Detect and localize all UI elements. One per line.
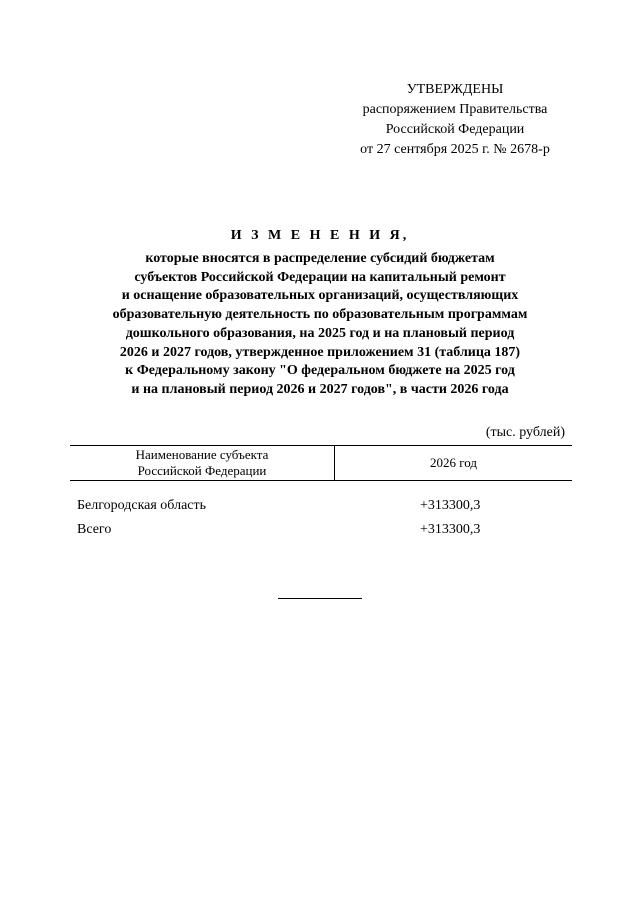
approval-issuer: распоряжением Правительства	[362, 102, 548, 117]
subtitle-line: и оснащение образовательных организаций, осуществляющих	[121, 288, 519, 304]
row-region-name: Белгородская область	[77, 498, 207, 513]
subtitle-line: образовательную деятельность по образовательным программам	[112, 307, 528, 323]
subtitle-line: дошкольного образования, на 2025 год и на плановый период	[125, 325, 515, 341]
table-row	[77, 498, 497, 518]
column-header-region	[70, 446, 335, 480]
subtitle-line: которые вносятся в распределение субсидий бюджетам	[145, 251, 495, 266]
subtitle-line: и на плановый период 2026 и 2027 годов", в части 2026 года	[131, 381, 509, 397]
table-row-total	[77, 522, 497, 542]
approval-date-number: от 27 сентября 2025 г. № 2678-р	[360, 142, 550, 157]
row-value: +313300,3	[420, 498, 481, 513]
subtitle-line: к Федеральному закону "О федеральном бюджете на 2025 год	[125, 363, 515, 379]
row-total-label: Всего	[77, 522, 112, 537]
end-divider	[278, 598, 362, 599]
table-header	[70, 445, 572, 481]
column-header-year	[335, 446, 572, 480]
document-subtitle	[60, 250, 580, 400]
column-header-year-label: 2026 год	[430, 455, 477, 470]
subtitle-line: 2026 и 2027 годов, утвержденное приложением 31 (таблица 187)	[119, 344, 521, 360]
units-label: (тыс. рублей)	[485, 425, 565, 440]
approval-stamp	[330, 80, 580, 160]
column-header-region-line2: Российской Федерации	[137, 463, 267, 478]
approval-issuer-country: Российской Федерации	[385, 122, 525, 137]
approval-title: УТВЕРЖДЕНЫ	[406, 82, 504, 97]
column-header-region-line1: Наименование субъекта	[135, 447, 269, 462]
subtitle-line: субъектов Российской Федерации на капитальный ремонт	[134, 269, 506, 285]
document-title: И З М Е Н Е Н И Я,	[230, 228, 410, 243]
row-total-value: +313300,3	[420, 522, 481, 537]
